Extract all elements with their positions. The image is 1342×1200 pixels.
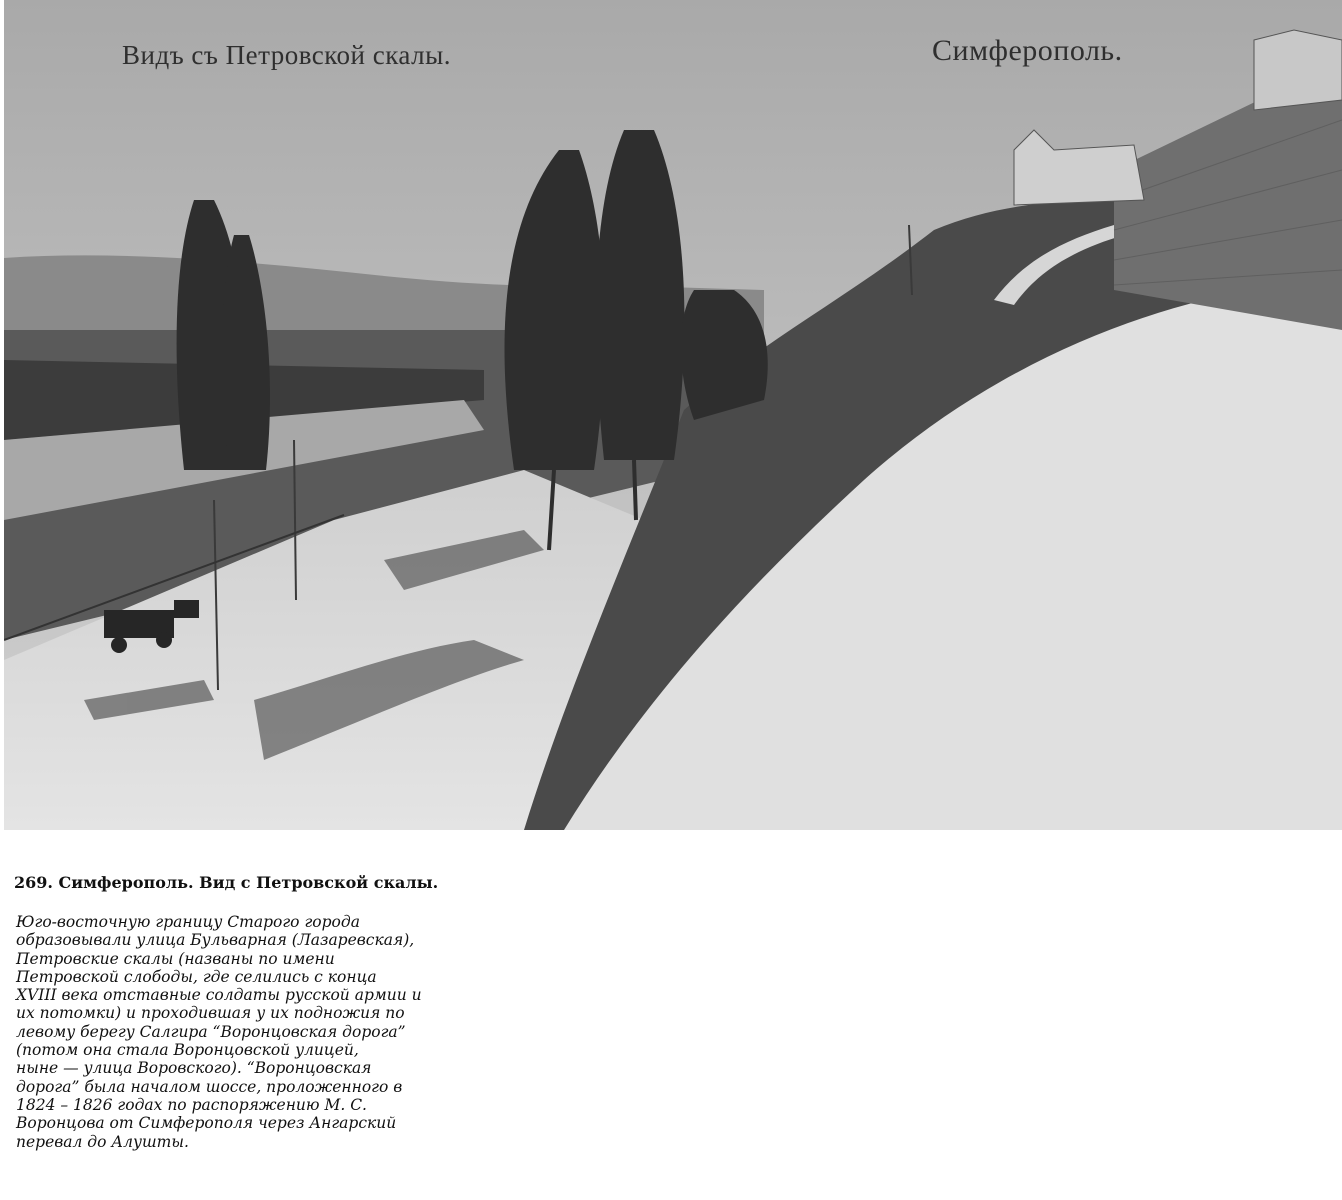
- caption-line: Юго-восточную границу Старого города: [16, 913, 360, 931]
- caption-line: XVIII века отставные солдаты русской армии и: [16, 986, 422, 1005]
- caption-line: образовывали улица Бульварная (Лазаревская),: [16, 931, 415, 950]
- tower-building: [1254, 30, 1342, 110]
- caption-line: 1824 – 1826 годах по распоряжению М. С.: [16, 1095, 367, 1114]
- historical-photograph: [4, 0, 1342, 830]
- caption-line: Петровские скалы (названы по имени: [16, 949, 335, 968]
- photo-caption-right: Симферополь.: [932, 34, 1123, 67]
- caption-line: Воронцова от Симферополя через Ангарский: [16, 1114, 397, 1133]
- caption-line: Петровской слободы, где селились с конца: [16, 967, 377, 986]
- caption-line: дорога” была началом шоссе, проложенного в: [16, 1077, 403, 1096]
- caption-line: левому берегу Салгира “Воронцовская дорога”: [16, 1022, 406, 1041]
- caption-title: 269. Симферополь. Вид с Петровской скалы.: [14, 873, 439, 892]
- caption-line: их потомки) и проходившая у их подножия по: [16, 1004, 405, 1023]
- caption-line: (потом она стала Воронцовской улицей,: [16, 1041, 359, 1060]
- photo-caption-left: Видъ съ Петровской скалы.: [122, 40, 452, 70]
- caption-line: перевал до Алушты.: [16, 1132, 189, 1151]
- caption-line: ныне — улица Воровского). “Воронцовская: [16, 1059, 372, 1078]
- caption-body: [16, 913, 576, 1151]
- photo-scene: [4, 0, 1342, 830]
